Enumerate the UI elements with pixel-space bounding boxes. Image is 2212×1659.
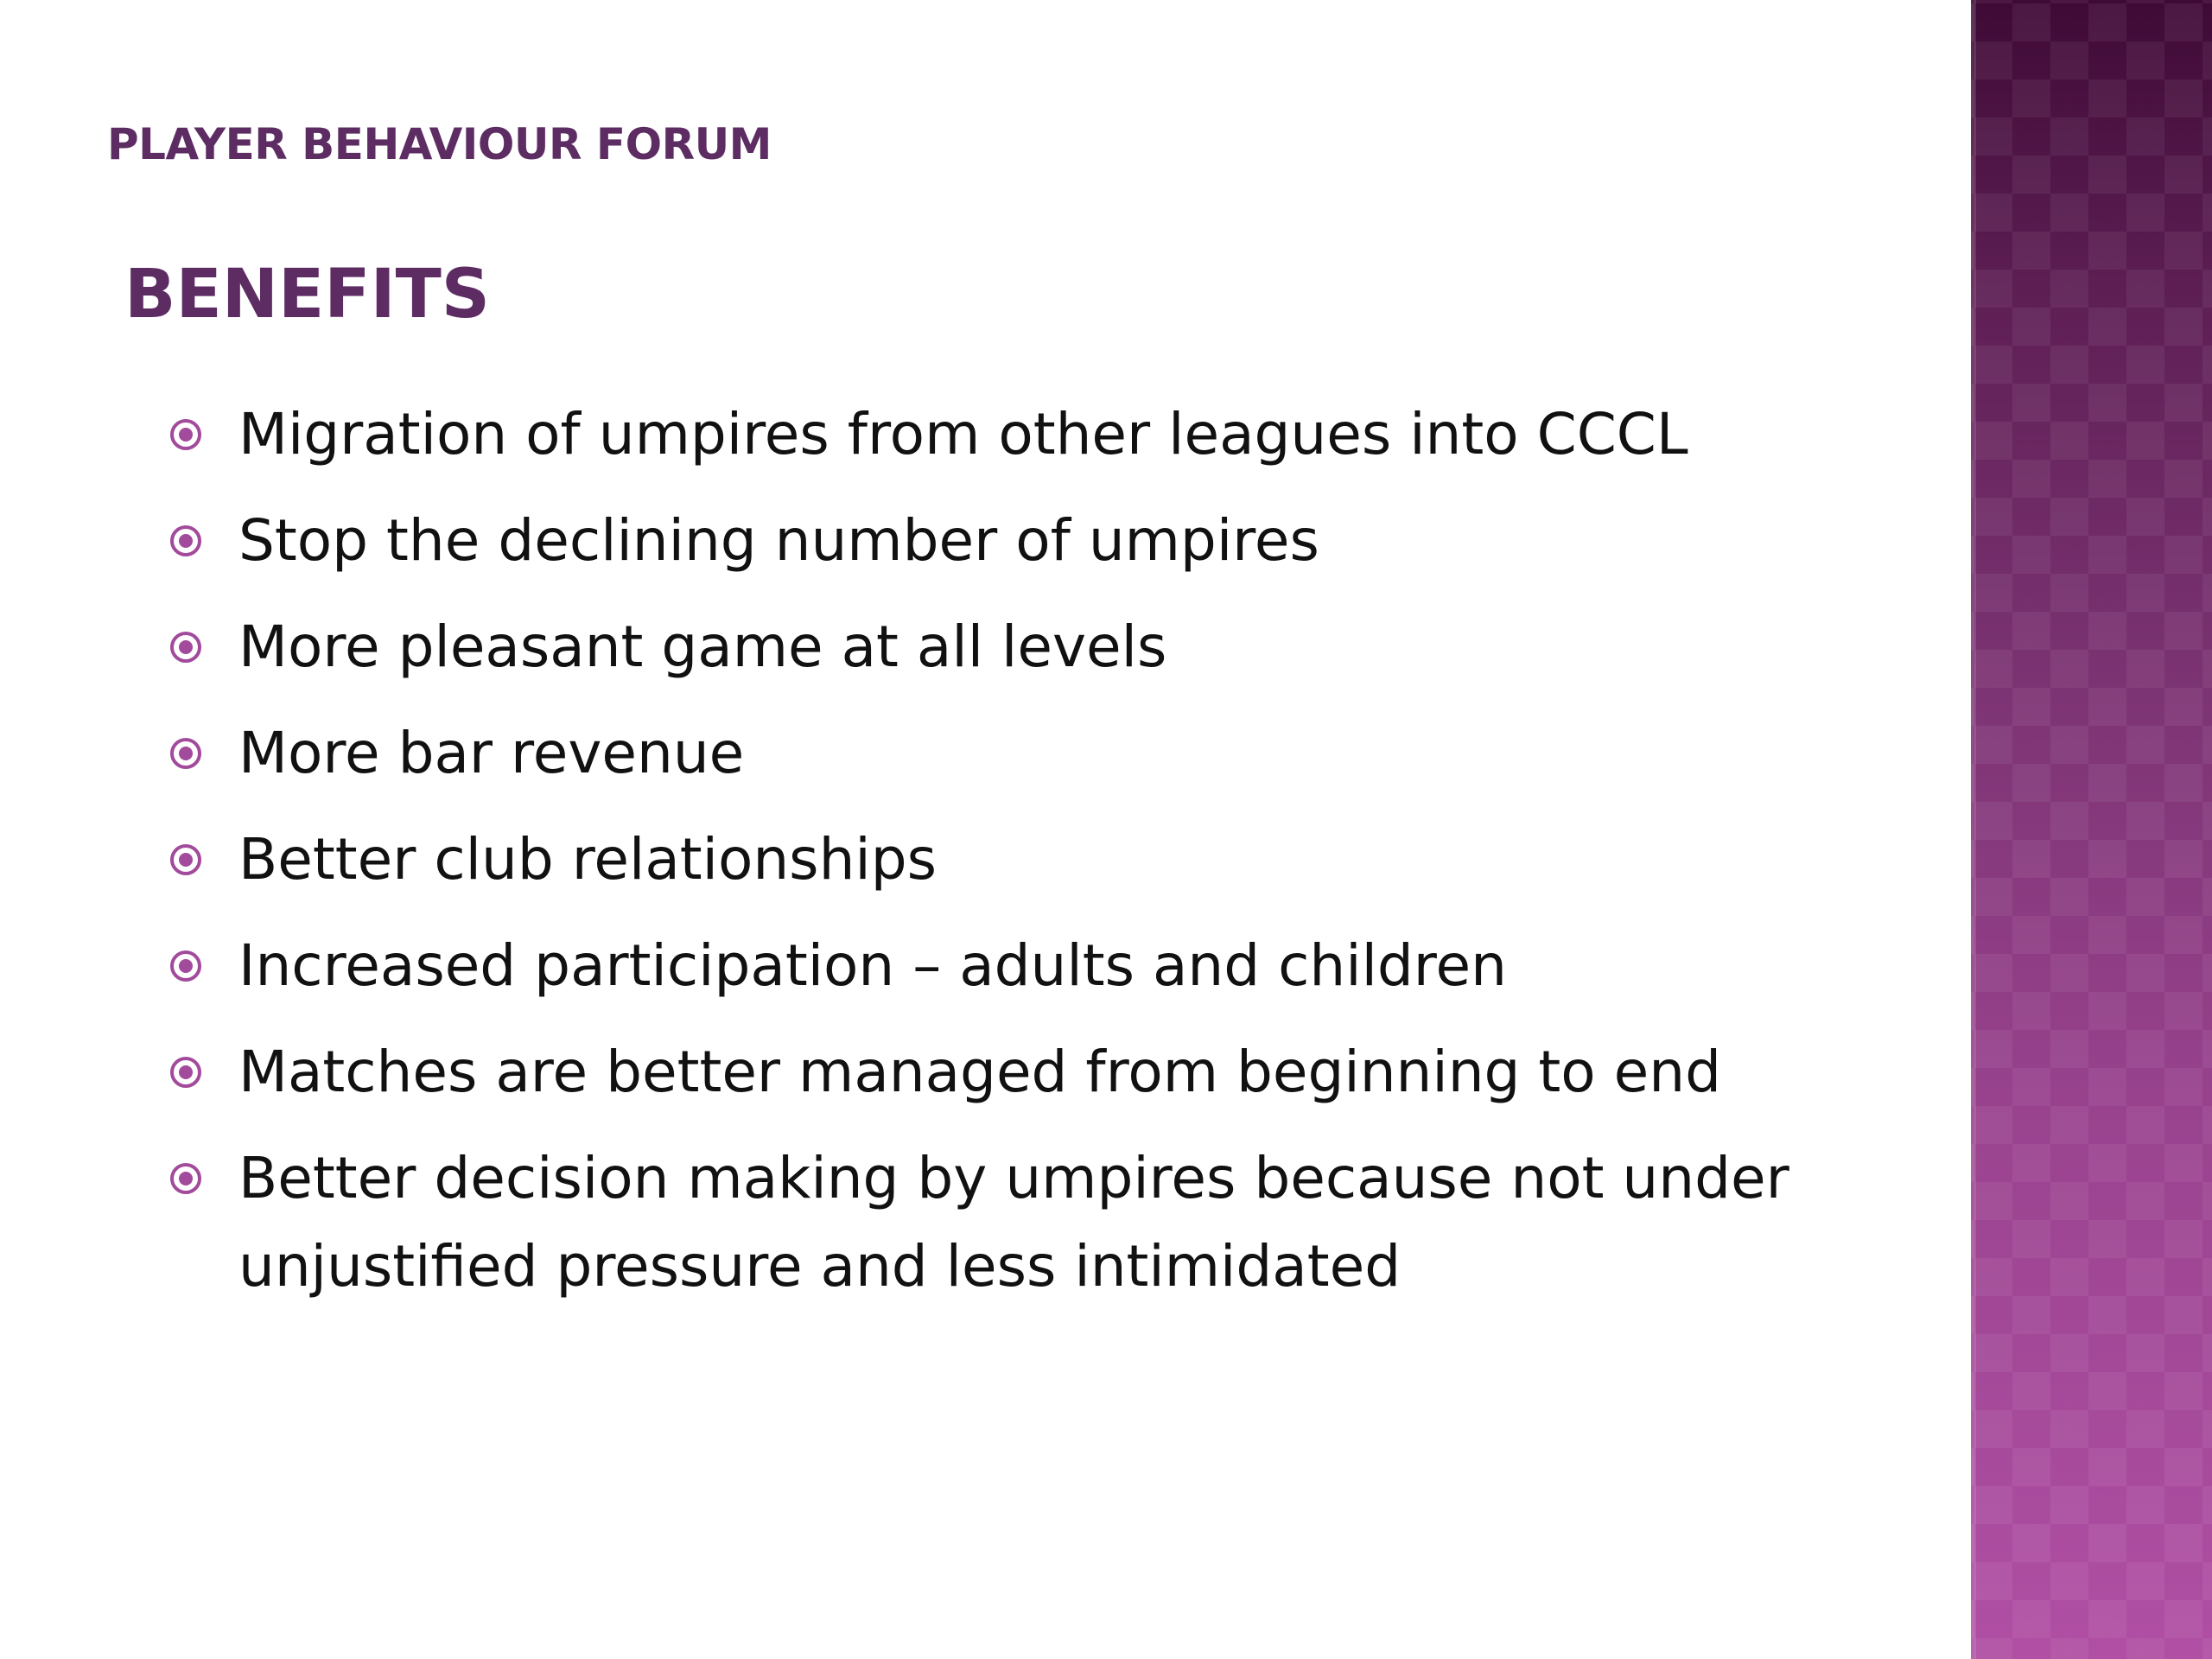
target-bullet-icon <box>169 950 202 982</box>
bullet-item <box>169 603 1811 691</box>
decorative-side-band <box>1971 0 2212 1659</box>
slide-header-title: PLAYER BEHAVIOUR FORUM <box>107 119 772 169</box>
bullet-item <box>169 497 1811 585</box>
bullet-text: Better decision making by umpires because not under unjustified pressure and less intimidated <box>238 1145 1789 1300</box>
target-bullet-icon <box>169 1056 202 1089</box>
bullet-text: More pleasant game at all levels <box>238 613 1167 680</box>
bullet-text: Stop the declining number of umpires <box>238 507 1319 574</box>
bullet-text: More bar revenue <box>238 720 745 786</box>
slide-heading: BENEFITS <box>124 256 490 334</box>
bullet-text: Better club relationships <box>238 826 938 893</box>
bullet-item <box>169 1135 1880 1311</box>
target-bullet-icon <box>169 737 202 770</box>
target-bullet-icon <box>169 631 202 664</box>
bullet-item <box>169 709 1811 798</box>
bullet-list <box>169 391 1811 1329</box>
bullet-text: Matches are better managed from beginning to end <box>238 1039 1721 1105</box>
bullet-item <box>169 391 1811 479</box>
target-bullet-icon <box>169 1162 202 1195</box>
bullet-text: Increased participation – adults and children <box>238 932 1507 999</box>
bullet-item <box>169 816 1811 904</box>
target-bullet-icon <box>169 418 202 451</box>
bullet-text: Migration of umpires from other leagues into CCCL <box>238 401 1688 467</box>
bullet-item <box>169 922 1811 1010</box>
target-bullet-icon <box>169 843 202 876</box>
target-bullet-icon <box>169 524 202 557</box>
bullet-item <box>169 1028 1880 1116</box>
